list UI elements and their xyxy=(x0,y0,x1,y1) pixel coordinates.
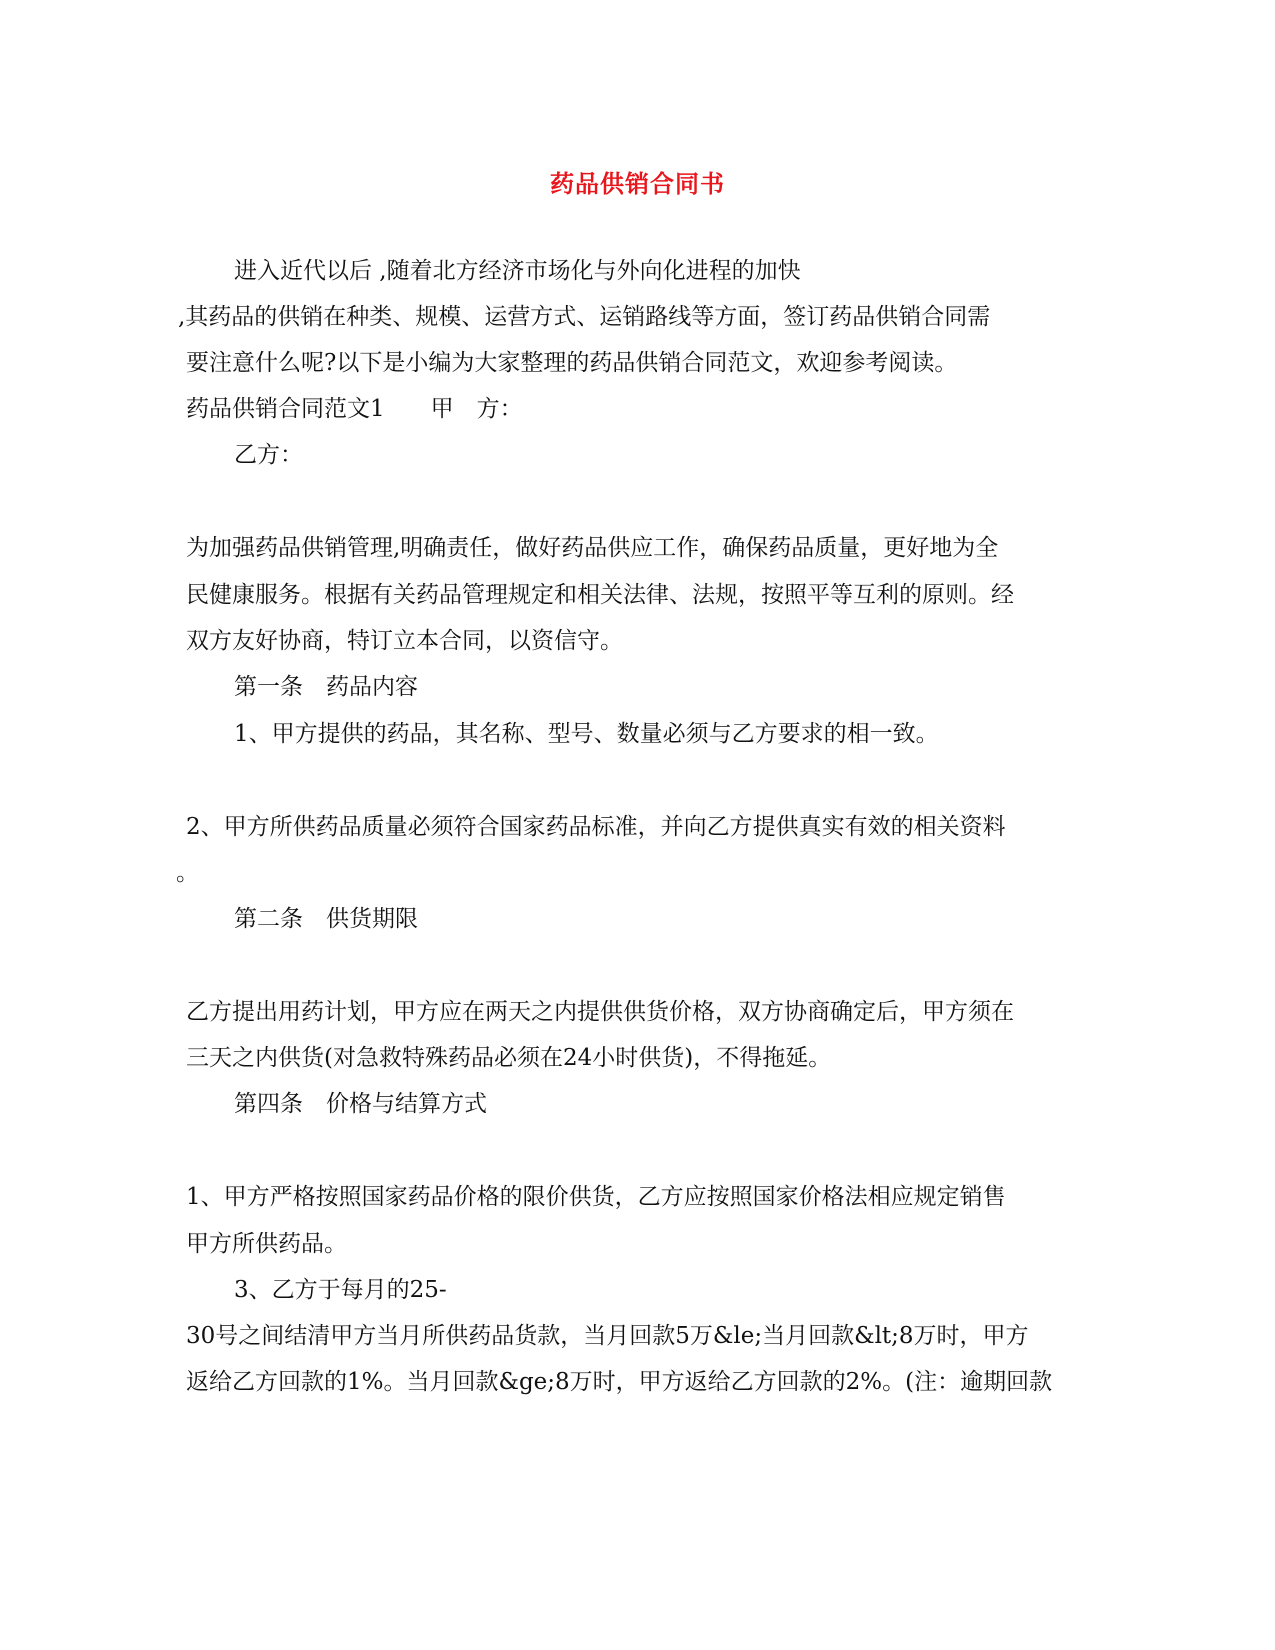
paragraph-line: 甲方所供药品。 xyxy=(186,1231,347,1257)
paragraph-line: 民健康服务。根据有关药品管理规定和相关法律、法规，按照平等互利的原则。经 xyxy=(186,582,1014,608)
paragraph-line: 2、甲方所供药品质量必须符合国家药品标准，并向乙方提供真实有效的相关资料 xyxy=(186,814,1006,840)
paragraph-line: 进入近代以后 ,随着北方经济市场化与外向化进程的加快 xyxy=(234,258,801,284)
paragraph-line: 3、乙方于每月的25- xyxy=(234,1277,447,1303)
paragraph-line: ,其药品的供销在种类、规模、运营方式、运销路线等方面，签订药品供销合同需 xyxy=(178,304,991,330)
paragraph-line: 乙方提出用药计划，甲方应在两天之内提供供货价格，双方协商确定后，甲方须在 xyxy=(186,999,1014,1025)
paragraph-line: 双方友好协商，特订立本合同，以资信守。 xyxy=(186,628,623,654)
section-heading: 第一条 药品内容 xyxy=(234,674,418,700)
section-heading: 第二条 供货期限 xyxy=(234,906,418,932)
paragraph-line: 为加强药品供销管理,明确责任，做好药品供应工作，确保药品质量，更好地为全 xyxy=(186,535,999,561)
paragraph-line: 30号之间结清甲方当月所供药品货款，当月回款5万&le;当月回款&lt;8万时，甲方 xyxy=(186,1323,1029,1349)
paragraph-line: 药品供销合同范文1 甲 方： xyxy=(186,396,523,422)
paragraph-line: 。 xyxy=(176,860,199,886)
paragraph-line: 1、甲方提供的药品，其名称、型号、数量必须与乙方要求的相一致。 xyxy=(234,721,939,747)
section-heading: 第四条 价格与结算方式 xyxy=(234,1091,487,1117)
paragraph-line: 返给乙方回款的1%。当月回款&ge;8万时，甲方返给乙方回款的2%。(注：逾期回款 xyxy=(186,1369,1053,1395)
document-title: 药品供销合同书 xyxy=(550,169,725,198)
paragraph-line: 三天之内供货(对急救特殊药品必须在24小时供货)，不得拖延。 xyxy=(186,1045,832,1071)
paragraph-line: 1、甲方严格按照国家药品价格的限价供货，乙方应按照国家价格法相应规定销售 xyxy=(186,1184,1006,1210)
paragraph-line: 乙方： xyxy=(234,442,303,468)
paragraph-line: 要注意什么呢?以下是小编为大家整理的药品供销合同范文，欢迎参考阅读。 xyxy=(186,350,958,376)
